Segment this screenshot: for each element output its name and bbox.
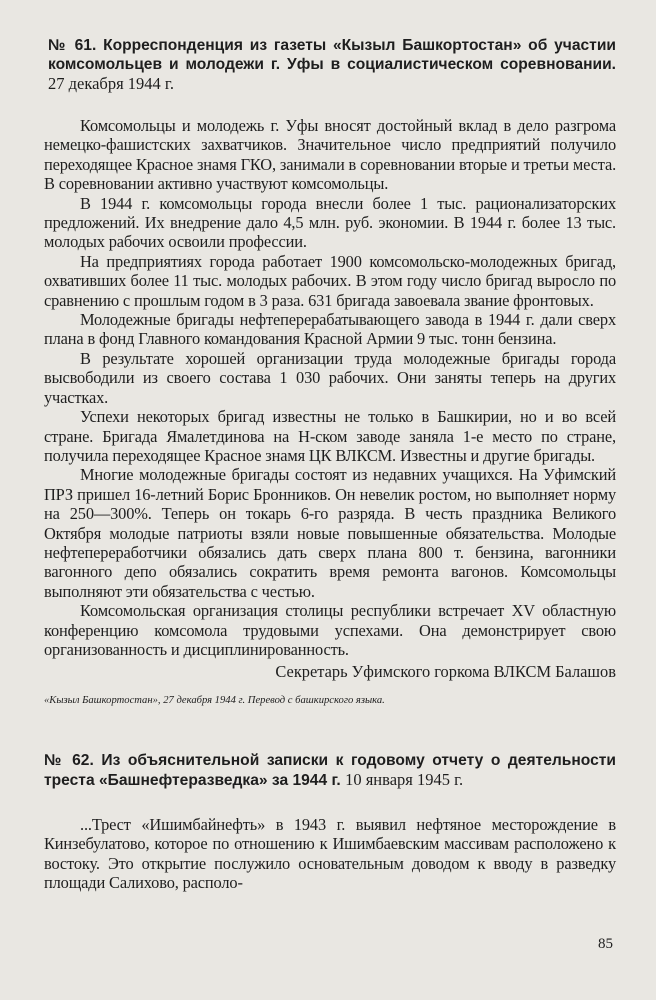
document-61-signature: Секретарь Уфимского горкома ВЛКСМ Балашов xyxy=(275,662,616,682)
document-62-body xyxy=(44,815,616,893)
paragraph: Многие молодежные бригады состоят из недавних учащихся. На Уфимский ПРЗ пришел 16-летний Борис Бронников. Он невелик ростом, но выполняет норму на 250—300%. Теперь он токарь 6-го разряда. В честь праздника Великого Октября молодые патриоты взяли новые повышенные обязательства. Молодые нефтепереработчики обязались дать сверх плана 800 т. бензина, вагонники вагонного депо обязались сократить время ремонта вагонов. Комсомольцы выполняют эти обязательства с честью. xyxy=(44,465,616,601)
paragraph: Молодежные бригады нефтеперерабатывающего завода в 1944 г. дали сверх плана в фонд Главного командования Красной Армии 9 тыс. тонн бензина. xyxy=(44,310,616,349)
paragraph: В результате хорошей организации труда молодежные бригады города высвободили из своего состава 1 030 рабочих. Они заняты теперь на других участках. xyxy=(44,348,616,407)
document-61-title: № 61. Корреспонденция из газеты «Кызыл Башкортостан» об участии комсомольцев и молодежи г. Уфы в социалистическом соревновании. xyxy=(48,37,616,73)
paragraph: Комсомольцы и молодежь г. Уфы вносят достойный вклад в дело разгрома немецко-фашистских захватчиков. Значительное число предприятий получило переходящее Красное знамя ГКО, занимали в соревновании вторые и третьи места. В соревновании активно участвуют комсомольцы. xyxy=(44,116,617,194)
paragraph: Успехи некоторых бригад известны не только в Башкирии, но и во всей стране. Бригада Ямалетдинова на Н-ском заводе заняла 1-е место по стране, получила переходящее Красное знамя ЦК ВЛКСМ. Известны и другие бригады. xyxy=(44,407,616,465)
document-62-title: № 62. Из объяснительной записки к годовому отчету о деятельности треста «Башнефтеразведка» за 1944 г. xyxy=(44,751,616,789)
paragraph: В 1944 г. комсомольцы города внесли более 1 тыс. рационализаторских предложений. Их внедрение дало 4,5 млн. руб. экономии. В 1944 г. более 13 тыс. молодых рабочих освоили профессии. xyxy=(44,193,616,252)
document-62-heading xyxy=(44,751,616,790)
document-61-body xyxy=(44,116,616,659)
paragraph: ...Трест «Ишимбайнефть» в 1943 г. выявил нефтяное месторождение в Кинзебулатово, которое по отношению к Ишимбаевским массивам расположено к востоку. Это открытие послужило основательным доводом к вводу в разведку площади Салихово, располо- xyxy=(44,814,616,892)
paragraph: Комсомольская организация столицы республики встречает XV областную конференцию комсомола трудовыми успехами. Она демонстрирует свою организованность и дисциплинированность. xyxy=(44,601,616,659)
page-number: 85 xyxy=(598,936,613,952)
paragraph: На предприятиях города работает 1900 комсомольско-молодежных бригад, охвативших более 11 тыс. молодых рабочих. В этом году число бригад выросло по сравнению с прошлым годом в 3 раза. 631 бригада завоевала звание фронтовых. xyxy=(44,251,616,310)
document-61-heading xyxy=(48,36,616,94)
document-61-date: 27 декабря 1944 г. xyxy=(48,74,174,93)
document-61-source-note: «Кызыл Башкортостан», 27 декабря 1944 г. Перевод с башкирского языка. xyxy=(44,694,385,706)
document-62-date: 10 января 1945 г. xyxy=(345,769,464,789)
